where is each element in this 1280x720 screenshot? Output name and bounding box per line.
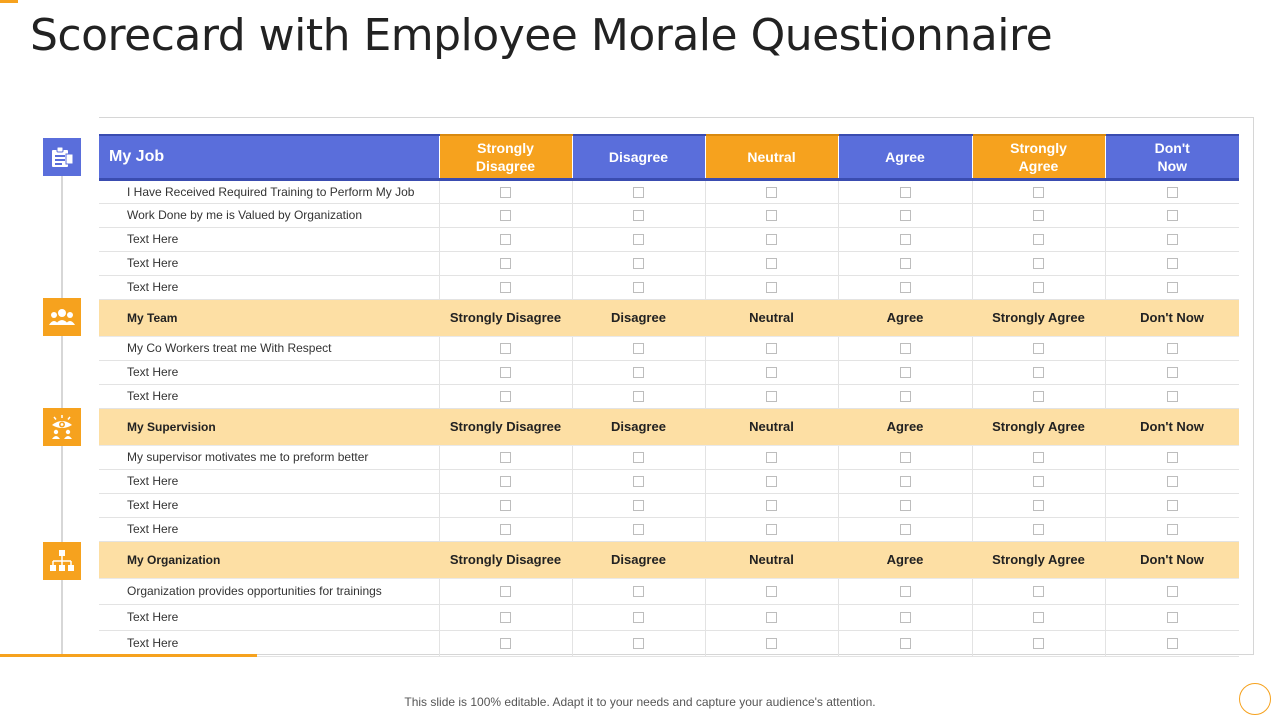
checkbox-cell bbox=[705, 251, 838, 275]
response-checkbox[interactable] bbox=[1167, 234, 1178, 245]
checkbox-cell bbox=[705, 517, 838, 541]
response-checkbox[interactable] bbox=[1167, 210, 1178, 221]
checkbox-cell bbox=[838, 275, 972, 299]
checkbox-cell bbox=[1105, 227, 1239, 251]
response-checkbox[interactable] bbox=[633, 500, 644, 511]
response-checkbox[interactable] bbox=[766, 452, 777, 463]
response-checkbox[interactable] bbox=[1033, 476, 1044, 487]
response-checkbox[interactable] bbox=[766, 524, 777, 535]
corner-accent bbox=[0, 0, 18, 3]
checkbox-cell bbox=[439, 384, 572, 408]
checkbox-cell bbox=[1105, 203, 1239, 227]
column-header: Don't Now bbox=[1105, 135, 1239, 179]
response-checkbox[interactable] bbox=[1033, 282, 1044, 293]
section-column-label: Strongly Disagree bbox=[439, 299, 572, 336]
table-row bbox=[99, 445, 1239, 469]
checkbox-cell bbox=[572, 336, 705, 360]
checkbox-cell bbox=[838, 336, 972, 360]
checkbox-cell bbox=[439, 517, 572, 541]
checkbox-cell bbox=[838, 604, 972, 630]
bottom-accent-line bbox=[0, 654, 257, 657]
checkbox-cell bbox=[705, 493, 838, 517]
response-checkbox[interactable] bbox=[633, 586, 644, 597]
checkbox-cell bbox=[1105, 251, 1239, 275]
response-checkbox[interactable] bbox=[633, 452, 644, 463]
checkbox-cell bbox=[972, 517, 1105, 541]
checkbox-cell bbox=[1105, 445, 1239, 469]
table-row bbox=[99, 203, 1239, 227]
response-checkbox[interactable] bbox=[633, 187, 644, 198]
column-header: Strongly Agree bbox=[972, 135, 1105, 179]
question-text: Organization provides opportunities for trainings bbox=[99, 578, 439, 604]
response-checkbox[interactable] bbox=[1033, 367, 1044, 378]
checkbox-cell bbox=[1105, 517, 1239, 541]
response-checkbox[interactable] bbox=[500, 452, 511, 463]
checkbox-cell bbox=[705, 604, 838, 630]
question-text: Text Here bbox=[99, 384, 439, 408]
response-checkbox[interactable] bbox=[1167, 391, 1178, 402]
column-header: Strongly Disagree bbox=[439, 135, 572, 179]
checkbox-cell bbox=[972, 604, 1105, 630]
section-column-label: Neutral bbox=[705, 541, 838, 578]
response-checkbox[interactable] bbox=[500, 282, 511, 293]
column-header: Neutral bbox=[705, 135, 838, 179]
response-checkbox[interactable] bbox=[1167, 343, 1178, 354]
response-checkbox[interactable] bbox=[1167, 367, 1178, 378]
checkbox-cell bbox=[572, 493, 705, 517]
checkbox-cell bbox=[972, 493, 1105, 517]
response-checkbox[interactable] bbox=[500, 638, 511, 649]
response-checkbox[interactable] bbox=[1167, 612, 1178, 623]
response-checkbox[interactable] bbox=[766, 638, 777, 649]
response-checkbox[interactable] bbox=[1033, 638, 1044, 649]
checkbox-cell bbox=[705, 360, 838, 384]
section-title: My Supervision bbox=[99, 408, 439, 445]
section-header-row bbox=[99, 408, 1239, 445]
section-column-label: Strongly Agree bbox=[972, 541, 1105, 578]
checkbox-cell bbox=[1105, 336, 1239, 360]
response-checkbox[interactable] bbox=[766, 258, 777, 269]
section-column-label: Agree bbox=[838, 299, 972, 336]
response-checkbox[interactable] bbox=[500, 476, 511, 487]
checkbox-cell bbox=[705, 203, 838, 227]
response-checkbox[interactable] bbox=[900, 524, 911, 535]
checkbox-cell bbox=[705, 469, 838, 493]
table-row bbox=[99, 336, 1239, 360]
response-checkbox[interactable] bbox=[1033, 187, 1044, 198]
response-checkbox[interactable] bbox=[900, 210, 911, 221]
table-row bbox=[99, 360, 1239, 384]
section-column-label: Strongly Disagree bbox=[439, 541, 572, 578]
supervisor-icon bbox=[43, 408, 81, 446]
checkbox-cell bbox=[972, 179, 1105, 203]
checkbox-cell bbox=[439, 469, 572, 493]
checkbox-cell bbox=[838, 203, 972, 227]
checkbox-cell bbox=[439, 251, 572, 275]
table-row bbox=[99, 517, 1239, 541]
checkbox-cell bbox=[1105, 578, 1239, 604]
question-text: Work Done by me is Valued by Organization bbox=[99, 203, 439, 227]
question-text: I Have Received Required Training to Perform My Job bbox=[99, 179, 439, 203]
section-column-label: Neutral bbox=[705, 408, 838, 445]
response-checkbox[interactable] bbox=[500, 524, 511, 535]
response-checkbox[interactable] bbox=[633, 258, 644, 269]
response-checkbox[interactable] bbox=[1167, 586, 1178, 597]
question-text: Text Here bbox=[99, 469, 439, 493]
checkbox-cell bbox=[705, 445, 838, 469]
team-icon bbox=[43, 298, 81, 336]
table-row bbox=[99, 384, 1239, 408]
section-title: My Team bbox=[99, 299, 439, 336]
response-checkbox[interactable] bbox=[766, 234, 777, 245]
response-checkbox[interactable] bbox=[766, 612, 777, 623]
checkbox-cell bbox=[705, 578, 838, 604]
checkbox-cell bbox=[572, 578, 705, 604]
checkbox-cell bbox=[1105, 179, 1239, 203]
checkbox-cell bbox=[572, 275, 705, 299]
scorecard-table bbox=[99, 134, 1239, 657]
response-checkbox[interactable] bbox=[766, 500, 777, 511]
checkbox-cell bbox=[572, 360, 705, 384]
response-checkbox[interactable] bbox=[1033, 612, 1044, 623]
response-checkbox[interactable] bbox=[900, 586, 911, 597]
response-checkbox[interactable] bbox=[900, 391, 911, 402]
section-column-label: Don't Now bbox=[1105, 299, 1239, 336]
checkbox-cell bbox=[838, 630, 972, 656]
response-checkbox[interactable] bbox=[900, 258, 911, 269]
response-checkbox[interactable] bbox=[900, 187, 911, 198]
checkbox-cell bbox=[1105, 275, 1239, 299]
response-checkbox[interactable] bbox=[1167, 282, 1178, 293]
checkbox-cell bbox=[1105, 493, 1239, 517]
response-checkbox[interactable] bbox=[633, 638, 644, 649]
response-checkbox[interactable] bbox=[633, 476, 644, 487]
question-text: Text Here bbox=[99, 630, 439, 656]
response-checkbox[interactable] bbox=[766, 210, 777, 221]
checkbox-cell bbox=[705, 630, 838, 656]
response-checkbox[interactable] bbox=[500, 367, 511, 378]
checkbox-cell bbox=[972, 578, 1105, 604]
section-column-label: Disagree bbox=[572, 299, 705, 336]
checkbox-cell bbox=[1105, 384, 1239, 408]
section-column-label: Disagree bbox=[572, 541, 705, 578]
checkbox-cell bbox=[1105, 630, 1239, 656]
checkbox-cell bbox=[572, 445, 705, 469]
checkbox-cell bbox=[838, 251, 972, 275]
response-checkbox[interactable] bbox=[633, 282, 644, 293]
section-header-row bbox=[99, 541, 1239, 578]
response-checkbox[interactable] bbox=[1033, 524, 1044, 535]
checkbox-cell bbox=[838, 179, 972, 203]
table-row bbox=[99, 227, 1239, 251]
checkbox-cell bbox=[705, 384, 838, 408]
response-checkbox[interactable] bbox=[633, 343, 644, 354]
checkbox-cell bbox=[838, 469, 972, 493]
checkbox-cell bbox=[972, 630, 1105, 656]
response-checkbox[interactable] bbox=[1033, 343, 1044, 354]
response-checkbox[interactable] bbox=[900, 343, 911, 354]
question-text: Text Here bbox=[99, 360, 439, 384]
response-checkbox[interactable] bbox=[1167, 476, 1178, 487]
page-title: Scorecard with Employee Morale Questionnaire bbox=[30, 10, 1053, 61]
section-column-label: Disagree bbox=[572, 408, 705, 445]
checkbox-cell bbox=[572, 251, 705, 275]
section-column-label: Strongly Agree bbox=[972, 299, 1105, 336]
checkbox-cell bbox=[972, 251, 1105, 275]
clipboard-icon bbox=[43, 138, 81, 176]
footer-note: This slide is 100% editable. Adapt it to your needs and capture your audience's attention. bbox=[404, 695, 876, 709]
response-checkbox[interactable] bbox=[1033, 452, 1044, 463]
response-checkbox[interactable] bbox=[1167, 258, 1178, 269]
checkbox-cell bbox=[838, 227, 972, 251]
table-row bbox=[99, 630, 1239, 656]
response-checkbox[interactable] bbox=[500, 500, 511, 511]
checkbox-cell bbox=[439, 493, 572, 517]
question-text: Text Here bbox=[99, 604, 439, 630]
section-column-label: Strongly Agree bbox=[972, 408, 1105, 445]
column-header: Disagree bbox=[572, 135, 705, 179]
response-checkbox[interactable] bbox=[633, 234, 644, 245]
section-header-row bbox=[99, 299, 1239, 336]
response-checkbox[interactable] bbox=[1167, 638, 1178, 649]
checkbox-cell bbox=[572, 469, 705, 493]
section-column-label: Agree bbox=[838, 408, 972, 445]
checkbox-cell bbox=[439, 630, 572, 656]
checkbox-cell bbox=[439, 604, 572, 630]
question-text: Text Here bbox=[99, 517, 439, 541]
checkbox-cell bbox=[972, 469, 1105, 493]
checkbox-cell bbox=[705, 275, 838, 299]
section-title: My Job bbox=[99, 135, 439, 179]
checkbox-cell bbox=[972, 227, 1105, 251]
question-text: Text Here bbox=[99, 251, 439, 275]
question-text: Text Here bbox=[99, 493, 439, 517]
response-checkbox[interactable] bbox=[1167, 187, 1178, 198]
checkbox-cell bbox=[572, 203, 705, 227]
table-row bbox=[99, 275, 1239, 299]
circle-decoration bbox=[1239, 683, 1271, 715]
checkbox-cell bbox=[972, 203, 1105, 227]
checkbox-cell bbox=[439, 227, 572, 251]
response-checkbox[interactable] bbox=[500, 187, 511, 198]
response-checkbox[interactable] bbox=[633, 210, 644, 221]
checkbox-cell bbox=[705, 179, 838, 203]
section-column-label: Don't Now bbox=[1105, 541, 1239, 578]
response-checkbox[interactable] bbox=[900, 234, 911, 245]
table-row bbox=[99, 179, 1239, 203]
question-text: Text Here bbox=[99, 275, 439, 299]
checkbox-cell bbox=[972, 384, 1105, 408]
response-checkbox[interactable] bbox=[500, 391, 511, 402]
checkbox-cell bbox=[572, 630, 705, 656]
response-checkbox[interactable] bbox=[500, 210, 511, 221]
checkbox-cell bbox=[572, 227, 705, 251]
response-checkbox[interactable] bbox=[633, 612, 644, 623]
checkbox-cell bbox=[838, 517, 972, 541]
question-text: Text Here bbox=[99, 227, 439, 251]
section-column-label: Strongly Disagree bbox=[439, 408, 572, 445]
response-checkbox[interactable] bbox=[500, 234, 511, 245]
section-title: My Organization bbox=[99, 541, 439, 578]
response-checkbox[interactable] bbox=[766, 586, 777, 597]
response-checkbox[interactable] bbox=[900, 476, 911, 487]
section-column-label: Agree bbox=[838, 541, 972, 578]
response-checkbox[interactable] bbox=[1033, 210, 1044, 221]
checkbox-cell bbox=[838, 384, 972, 408]
table-row bbox=[99, 469, 1239, 493]
checkbox-cell bbox=[439, 336, 572, 360]
response-checkbox[interactable] bbox=[900, 612, 911, 623]
response-checkbox[interactable] bbox=[766, 367, 777, 378]
response-checkbox[interactable] bbox=[1033, 391, 1044, 402]
table-header-row bbox=[99, 135, 1239, 179]
checkbox-cell bbox=[838, 493, 972, 517]
response-checkbox[interactable] bbox=[633, 367, 644, 378]
checkbox-cell bbox=[838, 578, 972, 604]
checkbox-cell bbox=[705, 336, 838, 360]
checkbox-cell bbox=[572, 604, 705, 630]
response-checkbox[interactable] bbox=[1033, 586, 1044, 597]
checkbox-cell bbox=[439, 275, 572, 299]
response-checkbox[interactable] bbox=[1167, 452, 1178, 463]
response-checkbox[interactable] bbox=[766, 476, 777, 487]
checkbox-cell bbox=[1105, 469, 1239, 493]
response-checkbox[interactable] bbox=[1033, 500, 1044, 511]
table-row bbox=[99, 578, 1239, 604]
response-checkbox[interactable] bbox=[633, 524, 644, 535]
response-checkbox[interactable] bbox=[900, 367, 911, 378]
table-row bbox=[99, 493, 1239, 517]
response-checkbox[interactable] bbox=[766, 343, 777, 354]
checkbox-cell bbox=[705, 227, 838, 251]
section-column-label: Neutral bbox=[705, 299, 838, 336]
response-checkbox[interactable] bbox=[900, 500, 911, 511]
checkbox-cell bbox=[838, 445, 972, 469]
checkbox-cell bbox=[439, 578, 572, 604]
org-chart-icon bbox=[43, 542, 81, 580]
checkbox-cell bbox=[838, 360, 972, 384]
response-checkbox[interactable] bbox=[900, 282, 911, 293]
question-text: My supervisor motivates me to preform better bbox=[99, 445, 439, 469]
checkbox-cell bbox=[1105, 360, 1239, 384]
response-checkbox[interactable] bbox=[500, 586, 511, 597]
checkbox-cell bbox=[572, 517, 705, 541]
checkbox-cell bbox=[972, 336, 1105, 360]
response-checkbox[interactable] bbox=[633, 391, 644, 402]
checkbox-cell bbox=[439, 445, 572, 469]
response-checkbox[interactable] bbox=[766, 282, 777, 293]
response-checkbox[interactable] bbox=[1033, 234, 1044, 245]
response-checkbox[interactable] bbox=[900, 638, 911, 649]
checkbox-cell bbox=[439, 179, 572, 203]
checkbox-cell bbox=[439, 360, 572, 384]
checkbox-cell bbox=[439, 203, 572, 227]
response-checkbox[interactable] bbox=[500, 612, 511, 623]
checkbox-cell bbox=[572, 179, 705, 203]
response-checkbox[interactable] bbox=[500, 343, 511, 354]
response-checkbox[interactable] bbox=[766, 391, 777, 402]
checkbox-cell bbox=[972, 275, 1105, 299]
response-checkbox[interactable] bbox=[1167, 524, 1178, 535]
response-checkbox[interactable] bbox=[1167, 500, 1178, 511]
table-row bbox=[99, 604, 1239, 630]
response-checkbox[interactable] bbox=[766, 187, 777, 198]
checkbox-cell bbox=[972, 360, 1105, 384]
checkbox-cell bbox=[572, 384, 705, 408]
response-checkbox[interactable] bbox=[500, 258, 511, 269]
response-checkbox[interactable] bbox=[900, 452, 911, 463]
section-column-label: Don't Now bbox=[1105, 408, 1239, 445]
table-row bbox=[99, 251, 1239, 275]
checkbox-cell bbox=[1105, 604, 1239, 630]
question-text: My Co Workers treat me With Respect bbox=[99, 336, 439, 360]
response-checkbox[interactable] bbox=[1033, 258, 1044, 269]
checkbox-cell bbox=[972, 445, 1105, 469]
column-header: Agree bbox=[838, 135, 972, 179]
